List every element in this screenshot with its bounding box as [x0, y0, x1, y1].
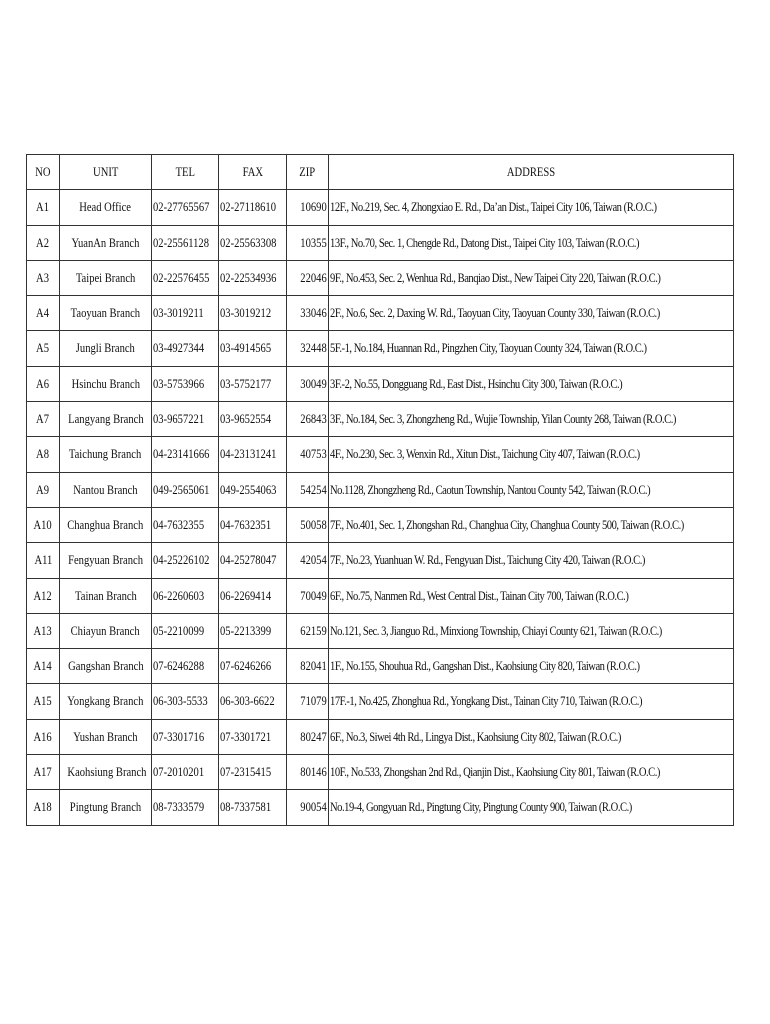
cell-unit-text: Taipei Branch — [75, 270, 136, 285]
cell-tel — [152, 437, 219, 472]
cell-tel-text: 049-2565061 — [153, 482, 210, 497]
cell-address-text: 7F., No.401, Sec. 1, Zhongshan Rd., Changhua City, Changhua County 500, Taiwan (R.O.C.) — [330, 517, 684, 532]
cell-tel-text: 04-25226102 — [153, 553, 210, 568]
table-row — [27, 684, 734, 719]
cell-unit-text: Nantou Branch — [73, 482, 138, 497]
cell-no — [27, 684, 60, 719]
cell-tel-text: 06-303-5533 — [153, 694, 208, 709]
cell-fax-text: 07-2315415 — [220, 765, 272, 780]
table-row — [27, 578, 734, 613]
cell-fax-text: 02-25563308 — [220, 235, 277, 250]
cell-no — [27, 543, 60, 578]
table-row — [27, 649, 734, 684]
cell-unit-text: Head Office — [79, 200, 132, 215]
cell-tel — [152, 790, 219, 825]
header-fax: FAX — [219, 155, 287, 190]
cell-fax-text: 03-4914565 — [220, 341, 272, 356]
cell-zip-text: 62159 — [300, 623, 327, 638]
cell-fax — [219, 260, 287, 295]
cell-zip — [287, 260, 329, 295]
cell-address — [329, 366, 734, 401]
cell-address — [329, 790, 734, 825]
cell-address — [329, 719, 734, 754]
cell-tel — [152, 472, 219, 507]
cell-fax — [219, 684, 287, 719]
cell-fax-text: 03-5752177 — [220, 376, 272, 391]
cell-tel-text: 05-2210099 — [153, 623, 205, 638]
cell-zip — [287, 472, 329, 507]
cell-address — [329, 190, 734, 225]
cell-zip — [287, 719, 329, 754]
cell-fax-text: 06-303-6622 — [220, 694, 275, 709]
cell-tel-text: 03-3019211 — [153, 306, 204, 321]
cell-tel-text: 03-5753966 — [153, 376, 205, 391]
cell-zip-text: 82041 — [300, 659, 327, 674]
cell-zip-text: 22046 — [300, 270, 327, 285]
cell-tel-text: 03-4927344 — [153, 341, 205, 356]
table-row — [27, 543, 734, 578]
cell-address-text: 4F., No.230, Sec. 3, Wenxin Rd., Xitun Dist., Taichung City 407, Taiwan (R.O.C.) — [330, 447, 640, 462]
cell-unit-text: Yongkang Branch — [67, 694, 144, 709]
cell-no-text: A9 — [36, 482, 50, 497]
cell-fax — [219, 331, 287, 366]
cell-tel — [152, 260, 219, 295]
cell-no-text: A2 — [36, 235, 50, 250]
cell-tel-text: 06-2260603 — [153, 588, 205, 603]
cell-fax-text: 03-3019212 — [220, 306, 272, 321]
cell-tel-text: 07-2010201 — [153, 765, 205, 780]
cell-no — [27, 613, 60, 648]
cell-address-text: 7F., No.23, Yuanhuan W. Rd., Fengyuan Dist., Taichung City 420, Taiwan (R.O.C.) — [330, 553, 645, 568]
cell-address — [329, 437, 734, 472]
cell-address — [329, 260, 734, 295]
cell-unit-text: Hsinchu Branch — [71, 376, 140, 391]
table-row — [27, 472, 734, 507]
cell-unit-text: Taichung Branch — [69, 447, 142, 462]
cell-zip-text: 30049 — [300, 376, 327, 391]
cell-unit-text: Pingtung Branch — [69, 800, 142, 815]
cell-unit — [60, 260, 152, 295]
cell-no — [27, 472, 60, 507]
cell-address — [329, 543, 734, 578]
cell-unit-text: YuanAn Branch — [71, 235, 140, 250]
cell-zip — [287, 366, 329, 401]
cell-fax — [219, 225, 287, 260]
cell-no-text: A10 — [33, 517, 53, 532]
cell-no-text: A17 — [33, 765, 53, 780]
cell-zip — [287, 190, 329, 225]
cell-unit — [60, 790, 152, 825]
cell-address-text: No.19-4, Gongyuan Rd., Pingtung City, Pingtung County 900, Taiwan (R.O.C.) — [330, 800, 632, 815]
cell-address — [329, 296, 734, 331]
cell-tel — [152, 366, 219, 401]
cell-address-text: 12F., No.219, Sec. 4, Zhongxiao E. Rd., Da’an Dist., Taipei City 106, Taiwan (R.O.C.) — [330, 200, 657, 215]
cell-address — [329, 331, 734, 366]
table-body — [27, 190, 734, 825]
cell-tel — [152, 190, 219, 225]
cell-unit — [60, 296, 152, 331]
cell-zip-text: 80247 — [300, 729, 327, 744]
cell-address-text: 13F., No.70, Sec. 1, Chengde Rd., Datong Dist., Taipei City 103, Taiwan (R.O.C.) — [330, 235, 639, 250]
cell-unit — [60, 225, 152, 260]
cell-no — [27, 578, 60, 613]
cell-tel-text: 04-23141666 — [153, 447, 210, 462]
cell-fax-text: 02-27118610 — [220, 200, 277, 215]
cell-no — [27, 719, 60, 754]
cell-unit — [60, 331, 152, 366]
cell-address-text: 3F., No.184, Sec. 3, Zhongzheng Rd., Wujie Township, Yilan County 268, Taiwan (R.O.C.) — [330, 412, 676, 427]
cell-zip — [287, 437, 329, 472]
cell-unit-text: Kaohsiung Branch — [67, 765, 147, 780]
table-row — [27, 190, 734, 225]
cell-fax — [219, 543, 287, 578]
cell-no — [27, 790, 60, 825]
header-unit: UNIT — [60, 155, 152, 190]
cell-zip-text: 90054 — [300, 800, 327, 815]
cell-zip — [287, 790, 329, 825]
cell-fax-text: 08-7337581 — [220, 800, 272, 815]
cell-unit-text: Yushan Branch — [73, 729, 138, 744]
cell-no — [27, 331, 60, 366]
cell-fax — [219, 507, 287, 542]
table-row — [27, 402, 734, 437]
cell-address — [329, 578, 734, 613]
table-row — [27, 437, 734, 472]
cell-unit — [60, 507, 152, 542]
cell-no — [27, 260, 60, 295]
cell-unit-text: Jungli Branch — [75, 341, 136, 356]
cell-unit-text: Tainan Branch — [74, 588, 137, 603]
cell-zip-text: 54254 — [300, 482, 327, 497]
cell-address — [329, 402, 734, 437]
cell-fax — [219, 755, 287, 790]
cell-address — [329, 684, 734, 719]
cell-tel — [152, 543, 219, 578]
cell-tel-text: 02-22576455 — [153, 270, 210, 285]
cell-unit — [60, 684, 152, 719]
cell-unit — [60, 543, 152, 578]
cell-no-text: A3 — [36, 270, 50, 285]
cell-address — [329, 755, 734, 790]
cell-tel — [152, 331, 219, 366]
cell-unit — [60, 578, 152, 613]
branch-directory-table — [26, 154, 734, 826]
cell-no-text: A18 — [33, 800, 53, 815]
cell-address-text: 5F.-1, No.184, Huannan Rd., Pingzhen City, Taoyuan County 324, Taiwan (R.O.C.) — [330, 341, 647, 356]
cell-zip-text: 80146 — [300, 765, 327, 780]
cell-zip-text: 10355 — [300, 235, 327, 250]
cell-no-text: A8 — [36, 447, 50, 462]
cell-fax-text: 07-3301721 — [220, 729, 272, 744]
cell-zip-text: 10690 — [300, 200, 327, 215]
cell-zip-text: 42054 — [300, 553, 327, 568]
cell-fax — [219, 437, 287, 472]
cell-no-text: A6 — [36, 376, 50, 391]
cell-fax-text: 04-7632351 — [220, 517, 272, 532]
cell-address — [329, 507, 734, 542]
cell-tel-text: 04-7632355 — [153, 517, 205, 532]
cell-tel-text: 02-25561128 — [153, 235, 210, 250]
cell-unit-text: Langyang Branch — [67, 412, 144, 427]
cell-fax — [219, 402, 287, 437]
header-address: ADDRESS — [329, 155, 734, 190]
cell-address-text: 10F., No.533, Zhongshan 2nd Rd., Qianjin Dist., Kaohsiung City 801, Taiwan (R.O.C.) — [330, 765, 660, 780]
cell-fax-text: 049-2554063 — [220, 482, 277, 497]
cell-zip — [287, 225, 329, 260]
cell-zip — [287, 578, 329, 613]
cell-fax — [219, 578, 287, 613]
cell-fax-text: 04-25278047 — [220, 553, 277, 568]
cell-tel — [152, 225, 219, 260]
cell-zip-text: 32448 — [300, 341, 327, 356]
table-row — [27, 507, 734, 542]
cell-unit — [60, 613, 152, 648]
cell-unit — [60, 402, 152, 437]
cell-zip-text: 33046 — [300, 306, 327, 321]
cell-address — [329, 649, 734, 684]
cell-address-text: 9F., No.453, Sec. 2, Wenhua Rd., Banqiao Dist., New Taipei City 220, Taiwan (R.O.C.) — [330, 270, 661, 285]
table-row — [27, 755, 734, 790]
cell-tel — [152, 296, 219, 331]
cell-no-text: A11 — [34, 553, 52, 568]
cell-no-text: A5 — [36, 341, 50, 356]
cell-unit — [60, 719, 152, 754]
cell-fax — [219, 366, 287, 401]
table-row — [27, 719, 734, 754]
cell-zip — [287, 543, 329, 578]
cell-address — [329, 225, 734, 260]
cell-unit — [60, 755, 152, 790]
cell-unit — [60, 649, 152, 684]
cell-zip-text: 50058 — [300, 517, 327, 532]
cell-unit-text: Gangshan Branch — [67, 659, 144, 674]
cell-tel — [152, 402, 219, 437]
cell-fax-text: 03-9652554 — [220, 412, 272, 427]
cell-fax — [219, 613, 287, 648]
cell-fax — [219, 790, 287, 825]
cell-no — [27, 296, 60, 331]
cell-no — [27, 755, 60, 790]
cell-zip — [287, 684, 329, 719]
cell-fax-text: 05-2213399 — [220, 623, 272, 638]
cell-tel-text: 02-27765567 — [153, 200, 210, 215]
cell-zip — [287, 296, 329, 331]
cell-zip — [287, 507, 329, 542]
cell-fax — [219, 719, 287, 754]
cell-no — [27, 437, 60, 472]
cell-tel — [152, 613, 219, 648]
table-row — [27, 790, 734, 825]
cell-tel — [152, 578, 219, 613]
cell-fax-text: 04-23131241 — [220, 447, 277, 462]
cell-address-text: 6F., No.3, Siwei 4th Rd., Lingya Dist., Kaohsiung City 802, Taiwan (R.O.C.) — [330, 729, 621, 744]
cell-zip-text: 26843 — [300, 412, 327, 427]
cell-no — [27, 190, 60, 225]
cell-fax-text: 02-22534936 — [220, 270, 277, 285]
cell-no — [27, 225, 60, 260]
table-row — [27, 613, 734, 648]
cell-tel-text: 08-7333579 — [153, 800, 205, 815]
cell-unit — [60, 366, 152, 401]
cell-address — [329, 472, 734, 507]
cell-address-text: 1F., No.155, Shouhua Rd., Gangshan Dist., Kaohsiung City 820, Taiwan (R.O.C.) — [330, 659, 640, 674]
cell-fax — [219, 649, 287, 684]
table-header-row — [27, 155, 734, 190]
table-row — [27, 296, 734, 331]
table-row — [27, 366, 734, 401]
cell-unit-text: Fengyuan Branch — [68, 553, 143, 568]
cell-no — [27, 402, 60, 437]
cell-no-text: A1 — [36, 200, 50, 215]
cell-address — [329, 613, 734, 648]
table-row — [27, 331, 734, 366]
cell-no-text: A7 — [36, 412, 50, 427]
cell-unit — [60, 472, 152, 507]
cell-no — [27, 507, 60, 542]
cell-zip — [287, 755, 329, 790]
cell-tel-text: 03-9657221 — [153, 412, 205, 427]
cell-unit — [60, 437, 152, 472]
cell-address-text: 2F., No.6, Sec. 2, Daxing W. Rd., Taoyuan City, Taoyuan County 330, Taiwan (R.O.C.) — [330, 306, 660, 321]
cell-unit — [60, 190, 152, 225]
cell-address-text: 17F.-1, No.425, Zhonghua Rd., Yongkang Dist., Tainan City 710, Taiwan (R.O.C.) — [330, 694, 643, 709]
header-no: NO — [27, 155, 60, 190]
cell-address-text: No.1128, Zhongzheng Rd., Caotun Township, Nantou County 542, Taiwan (R.O.C.) — [330, 482, 651, 497]
cell-address-text: 6F., No.75, Nanmen Rd., West Central Dist., Tainan City 700, Taiwan (R.O.C.) — [330, 588, 629, 603]
cell-tel — [152, 755, 219, 790]
cell-no-text: A14 — [33, 659, 53, 674]
cell-tel — [152, 719, 219, 754]
cell-tel — [152, 684, 219, 719]
cell-zip — [287, 402, 329, 437]
table-row — [27, 225, 734, 260]
cell-unit-text: Taoyuan Branch — [70, 306, 141, 321]
cell-tel — [152, 649, 219, 684]
cell-zip — [287, 613, 329, 648]
cell-fax — [219, 472, 287, 507]
cell-no — [27, 366, 60, 401]
cell-tel-text: 07-3301716 — [153, 729, 205, 744]
header-tel: TEL — [152, 155, 219, 190]
cell-no — [27, 649, 60, 684]
cell-fax-text: 06-2269414 — [220, 588, 272, 603]
cell-no-text: A15 — [33, 694, 53, 709]
cell-zip-text: 70049 — [300, 588, 327, 603]
cell-address-text: No.121, Sec. 3, Jianguo Rd., Minxiong Township, Chiayi County 621, Taiwan (R.O.C.) — [330, 623, 662, 638]
cell-no-text: A16 — [33, 729, 53, 744]
cell-zip — [287, 649, 329, 684]
cell-tel — [152, 507, 219, 542]
cell-tel-text: 07-6246288 — [153, 659, 205, 674]
cell-unit-text: Chiayun Branch — [70, 623, 141, 638]
cell-fax — [219, 296, 287, 331]
cell-zip-text: 71079 — [300, 694, 327, 709]
cell-no-text: A4 — [36, 306, 50, 321]
cell-zip — [287, 331, 329, 366]
cell-address-text: 3F.-2, No.55, Dongguang Rd., East Dist., Hsinchu City 300, Taiwan (R.O.C.) — [330, 376, 623, 391]
cell-unit-text: Changhua Branch — [67, 517, 144, 532]
cell-zip-text: 40753 — [300, 447, 327, 462]
cell-fax-text: 07-6246266 — [220, 659, 272, 674]
cell-no-text: A12 — [33, 588, 53, 603]
cell-no-text: A13 — [33, 623, 53, 638]
header-zip: ZIP — [287, 155, 329, 190]
table-row — [27, 260, 734, 295]
cell-fax — [219, 190, 287, 225]
